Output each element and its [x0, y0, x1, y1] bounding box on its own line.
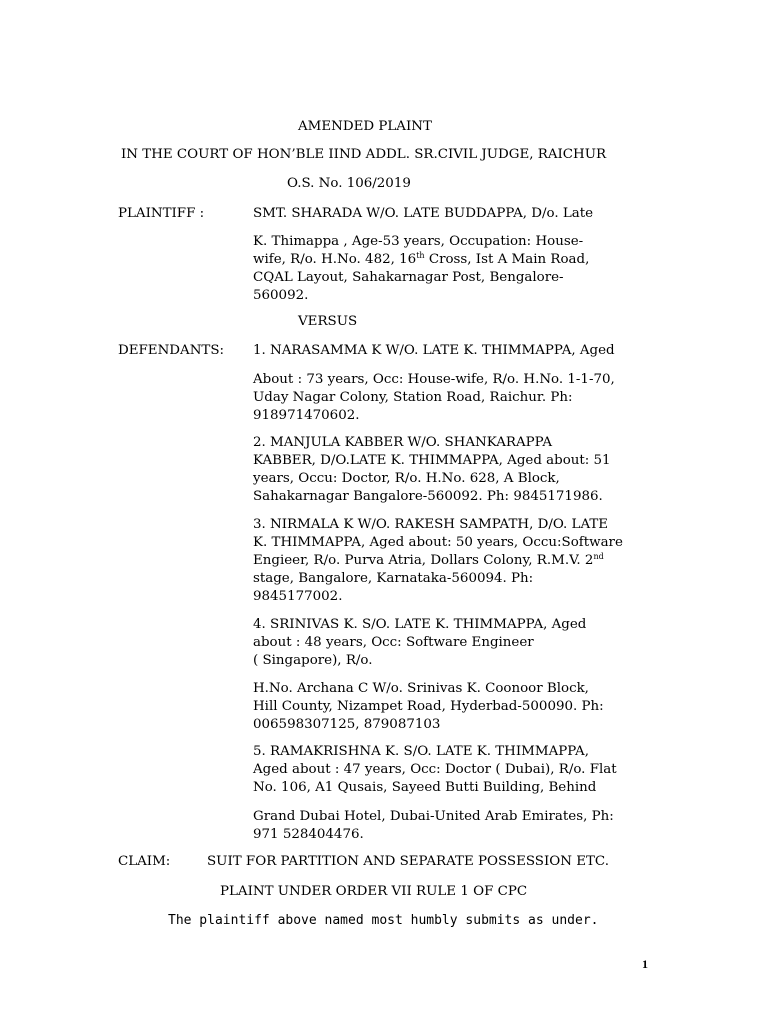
versus-heading: VERSUS [298, 314, 358, 329]
plaintiff-address-text: wife, R/o. H.No. 482, 16 [253, 252, 417, 267]
claim-label: CLAIM: [118, 854, 171, 869]
defendant-line: 2. MANJULA KABBER W/O. SHANKARAPPA [253, 435, 553, 450]
defendant-5 [253, 743, 653, 797]
defendant-line: 971 528404476. [253, 827, 364, 842]
plaintiff-address [253, 233, 653, 305]
defendant-line: H.No. Archana C W/o. Srinivas K. Coonoor Block, [253, 681, 589, 696]
defendant-line: No. 106, A1 Qusais, Sayeed Butti Building, Behind [253, 780, 597, 795]
plaintiff-name-line: SMT. SHARADA W/O. LATE BUDDAPPA, D/o. Late [253, 206, 594, 221]
claim-text: SUIT FOR PARTITION AND SEPARATE POSSESSION ETC. [207, 854, 609, 869]
defendant-line: About : 73 years, Occ: House-wife, R/o. H.No. 1-1-70, [253, 372, 615, 387]
superscript: nd [593, 552, 604, 561]
defendant-line: 918971470602. [253, 408, 360, 423]
plaintiff-label: PLAINTIFF : [118, 206, 205, 221]
court-name: IN THE COURT OF HON’BLE IIND ADDL. SR.CIVIL JUDGE, RAICHUR [121, 147, 607, 162]
defendant-line: Grand Dubai Hotel, Dubai-United Arab Emirates, Ph: [253, 809, 614, 824]
document-title: AMENDED PLAINT [298, 119, 432, 134]
defendant-line: 9845177002. [253, 589, 343, 604]
plaintiff-address-line: CQAL Layout, Sahakarnagar Post, Bengalore- [253, 270, 564, 285]
defendant-line: stage, Bangalore, Karnataka-560094. Ph: [253, 571, 534, 586]
plaintiff-address-line: K. Thimappa , Age-53 years, Occupation: House- [253, 234, 584, 249]
defendant-line: K. THIMMAPPA, Aged about: 50 years, Occu:Software [253, 535, 623, 550]
defendant-line: KABBER, D/O.LATE K. THIMMAPPA, Aged about: 51 [253, 453, 611, 468]
defendant-1-address [253, 371, 653, 425]
defendant-line [253, 552, 653, 570]
defendant-line: Sahakarnagar Bangalore-560092. Ph: 9845171986. [253, 489, 603, 504]
defendant-line: Aged about : 47 years, Occ: Doctor ( Dubai), R/o. Flat [253, 762, 617, 777]
case-number: O.S. No. 106/2019 [287, 176, 411, 191]
defendant-line: about : 48 years, Occ: Software Engineer [253, 635, 534, 650]
defendant-line: Uday Nagar Colony, Station Road, Raichur. Ph: [253, 390, 573, 405]
closing-sentence: The plaintiff above named most humbly submits as under. [168, 913, 599, 928]
defendant-text: Engieer, R/o. Purva Atria, Dollars Colony, R.M.V. 2 [253, 553, 594, 568]
defendant-line: years, Occu: Doctor, R/o. H.No. 628, A Block, [253, 471, 560, 486]
defendant-3 [253, 516, 653, 606]
defendant-1-name-line: 1. NARASAMMA K W/O. LATE K. THIMMAPPA, Aged [253, 343, 615, 358]
plaint-heading: PLAINT UNDER ORDER VII RULE 1 OF CPC [220, 884, 528, 899]
defendant-4 [253, 616, 653, 670]
defendant-line: Hill County, Nizampet Road, Hyderbad-500090. Ph: [253, 699, 604, 714]
defendant-5-address [253, 808, 653, 844]
superscript: th [416, 251, 425, 260]
defendant-line: 3. NIRMALA K W/O. RAKESH SAMPATH, D/O. LATE [253, 517, 609, 532]
defendant-line: 006598307125, 879087103 [253, 717, 441, 732]
defendant-line: ( Singapore), R/o. [253, 653, 373, 668]
defendants-label: DEFENDANTS: [118, 343, 225, 358]
defendant-4-address [253, 680, 653, 734]
plaintiff-address-line: 560092. [253, 288, 309, 303]
plaintiff-address-text: Cross, Ist A Main Road, [424, 252, 590, 267]
page-number: 1 [642, 957, 648, 971]
defendant-line: 5. RAMAKRISHNA K. S/O. LATE K. THIMMAPPA, [253, 744, 589, 759]
defendant-line: 4. SRINIVAS K. S/O. LATE K. THIMMAPPA, Aged [253, 617, 587, 632]
plaintiff-address-line [253, 251, 653, 269]
defendant-2 [253, 434, 653, 506]
